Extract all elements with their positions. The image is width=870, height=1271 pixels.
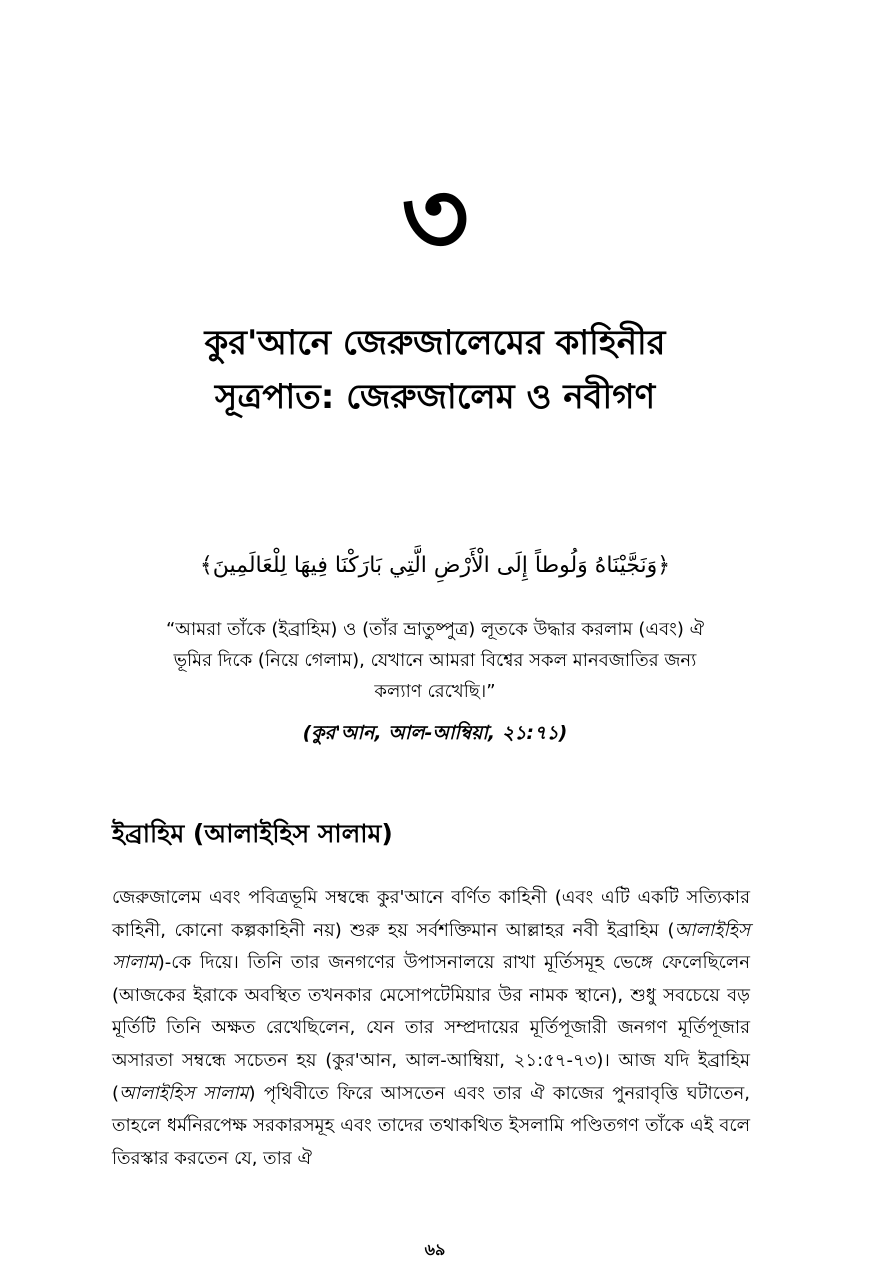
paragraph-text-1: জেরুজালেম এবং পবিত্রভূমি সম্বন্ধে কুর'আনে বর্ণিত কাহিনী (এবং এটি একটি সত্যিকার কাহিনী, কোনো কল্পকাহিনী নয়) শুরু হয় সর্বশক্তিমান আল্লাহর নবী ইব্রাহিম (: [112, 887, 750, 941]
page-number: ৬৯: [424, 1240, 446, 1259]
chapter-title-line-2: সূত্রপাত: জেরুজালেম ও নবীগণ: [214, 377, 656, 417]
arabic-verse: ﴿وَنَجَّيْنَاهُ وَلُوطاً إِلَى الْأَرْضِ الَّتِي بَارَكْنَا فِيهَا لِلْعَالَمِينَ﴾: [199, 553, 671, 578]
verse-translation: “আমরা তাঁকে (ইব্রাহিম) ও (তাঁর ভ্রাতুষ্পুত্র) লূতকে উদ্ধার করলাম (এবং) ঐ ভূমির দিকে (নিয়ে গেলাম), যেখানে আমরা বিশ্বের সকল মানবজাতির জন্য কল্যাণ রেখেছি।”: [165, 619, 705, 702]
paragraph-text-2: )-কে দিয়ে। তিনি তার জনগণের উপাসনালয়ে রাখা মূর্তিসমূহ ভেঙ্গে ফেলেছিলেন (আজকের ইরাকে অবস্থিত তখনকার মেসোপটেমিয়ার উর নামক স্থানে), শুধু সবচেয়ে বড় মূর্তিটি তিনি অক্ষত রেখেছিলেন, যেন তার সম্প্রদায়ের মূর্তিপূজারী জনগণ মূর্তিপূজার অসারতা সম্বন্ধে সচেতন হয় (কুর'আন, আল-আম্বিয়া, ২১:৫৭-৭৩)। আজ যদি ইব্রাহিম (: [112, 952, 750, 1104]
chapter-number: ৩: [401, 157, 469, 279]
chapter-title: [60, 316, 810, 424]
verse-reference: (কুর'আন, আল-আম্বিয়া, ২১:৭১): [302, 722, 568, 744]
paragraph-text-3: ) পৃথিবীতে ফিরে আসতেন এবং তার ঐ কাজের পুনরাবৃত্তি ঘটাতেন, তাহলে ধর্মনিরপেক্ষ সরকারসমূহ এবং তাদের তথাকথিত ইসলামি পণ্ডিতগণ তাঁকে এই বলে তিরস্কার করতেন যে, তার ঐ: [112, 1082, 750, 1169]
section-heading: ইব্রাহিম (আলাইহিস সালাম): [112, 819, 393, 848]
honorific-text: আলাইহিস সালাম: [112, 919, 750, 974]
chapter-title-line-1: কুর'আনে জেরুজালেমের কাহিনীর: [204, 323, 666, 363]
body-paragraph: [112, 882, 750, 1175]
honorific-text: আলাইহিস সালাম: [119, 1082, 249, 1104]
